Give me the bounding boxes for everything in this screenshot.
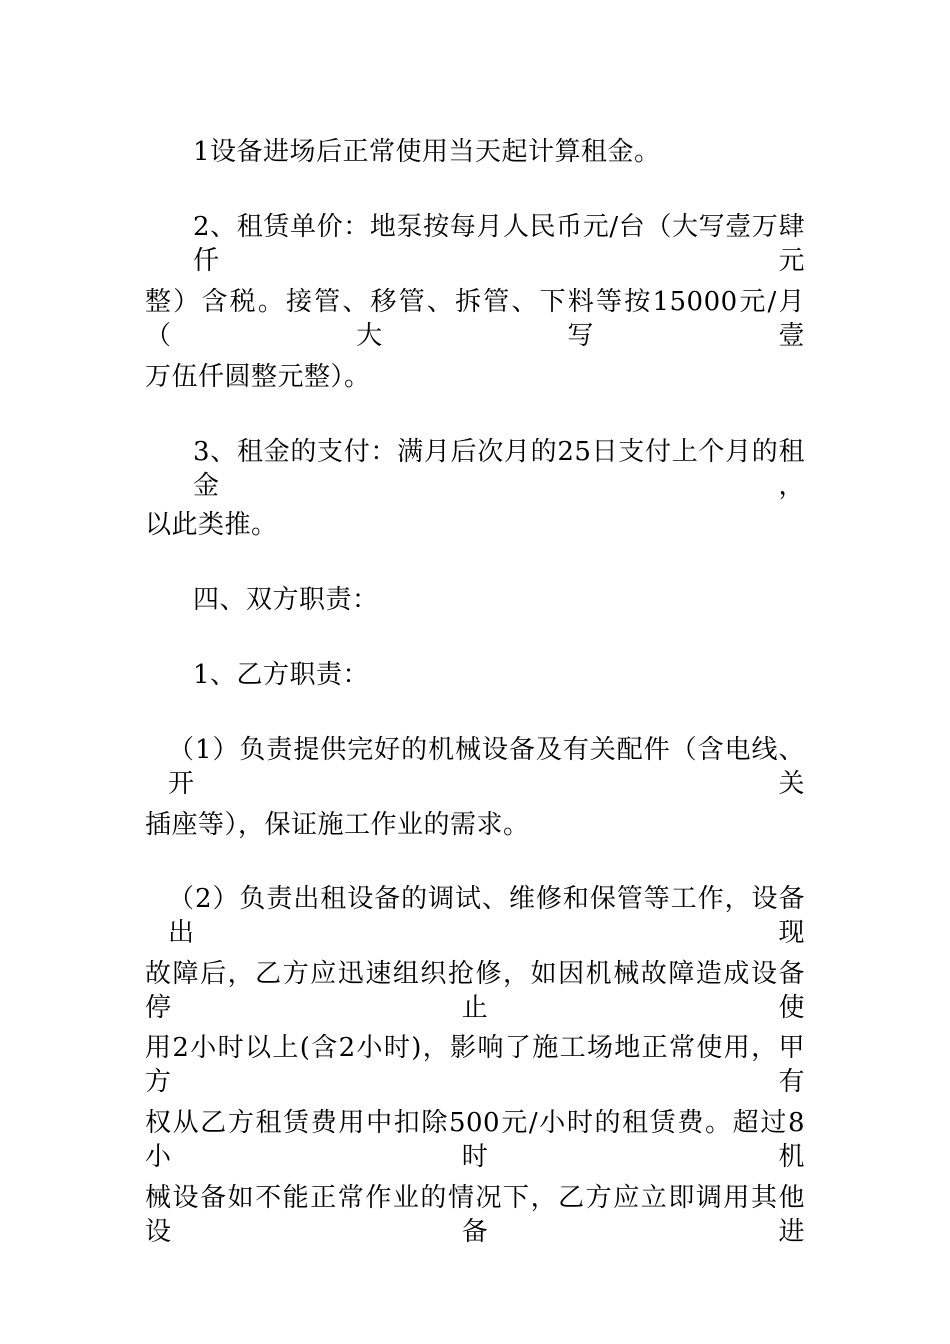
paragraph-line-1: 1设备进场后正常使用当天起计算租金。 bbox=[193, 137, 661, 167]
paragraph-line-14: 权从乙方租赁费用中扣除500元/小时的租赁费。超过8小时机 bbox=[145, 1108, 805, 1172]
paragraph-line-13: 用2小时以上(含2小时)，影响了施工场地正常使用，甲方有 bbox=[145, 1033, 805, 1097]
paragraph-line-15: 械设备如不能正常作业的情况下，乙方应立即调用其他设备进 bbox=[145, 1183, 805, 1247]
paragraph-line-3: 整）含税。接管、移管、拆管、下料等按15000元/月（大写壹 bbox=[145, 287, 805, 351]
paragraph-line-6: 以此类推。 bbox=[145, 510, 278, 540]
paragraph-line-10: 插座等），保证施工作业的需求。 bbox=[145, 810, 530, 840]
paragraph-line-9: （1）负责提供完好的机械设备及有关配件（含电线、开关 bbox=[168, 735, 805, 799]
paragraph-line-2: 2、租赁单价：地泵按每月人民币元/台（大写壹万肆仟元 bbox=[193, 212, 805, 276]
subsection-heading: 1、乙方职责： bbox=[193, 660, 370, 690]
paragraph-line-5: 3、租金的支付：满月后次月的25日支付上个月的租金， bbox=[193, 437, 805, 501]
paragraph-line-12: 故障后，乙方应迅速组织抢修，如因机械故障造成设备停止使 bbox=[145, 959, 805, 1023]
section-heading: 四、双方职责： bbox=[193, 585, 379, 615]
paragraph-line-4: 万伍仟圆整元整）。 bbox=[145, 362, 371, 392]
paragraph-line-11: （2）负责出租设备的调试、维修和保管等工作，设备出现 bbox=[168, 884, 805, 948]
